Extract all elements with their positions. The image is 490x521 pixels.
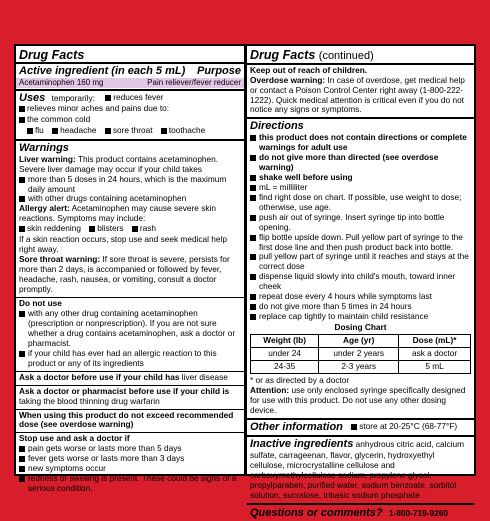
direction-text: push air out of syringe. Insert syringe tip into bottle opening.	[259, 211, 445, 232]
direction-text: repeat dose every 4 hours while symptoms last	[259, 291, 432, 302]
inactive-ingredients-text: anhydrous citric acid, calcium sulfate, carrageenan, flavor, glycerin, hydroxyethyl cellulose, microcrystalline cellulose and carboxymethylcellulose sodium, propylene glycol, propylparaben, purified water, sodium benzoate, sorbitol solution, sucralose, tribasic sodium phosphate	[250, 439, 464, 500]
drug-facts-panel-left	[14, 44, 246, 494]
liver-bullet	[19, 175, 241, 195]
allergy-alert-label: Allergy alert:	[19, 203, 70, 214]
bullet-icon	[19, 311, 25, 317]
bullet-icon	[250, 294, 256, 300]
uses-heading: Uses	[19, 91, 46, 104]
allergy-symptom-label: blisters	[97, 223, 124, 234]
warnings-heading: Warnings	[19, 142, 69, 155]
bullet-icon	[250, 254, 256, 260]
allergy-alert-text: Acetaminophen may cause severe skin reactions. Symptoms may include:	[19, 203, 216, 224]
allergy-symptom	[132, 224, 156, 234]
stop-use-heading: Stop use and ask a doctor if	[19, 433, 130, 444]
dosing-cell-weight: 24-35	[251, 361, 319, 374]
ask-pharmacist-section	[16, 385, 244, 409]
bullet-icon	[250, 304, 256, 310]
dosing-cell-dose: 5 mL	[399, 361, 471, 374]
direction-text: find right dose on chart. If possible, use weight to dose; otherwise, use age.	[259, 191, 462, 212]
dosing-cell-weight: under 24	[251, 348, 319, 361]
other-info-heading: Other information	[250, 420, 343, 433]
bullet-icon	[19, 177, 25, 183]
list-item	[250, 193, 471, 213]
uses-item	[105, 126, 153, 136]
questions-section	[247, 503, 474, 521]
table-row	[251, 348, 471, 361]
direction-text: do not give more than 5 times in 24 hours	[259, 301, 412, 312]
overdose-warning	[250, 76, 471, 116]
other-info-item	[351, 422, 457, 432]
directions-heading: Directions	[250, 120, 304, 133]
direction-text: this product does not contain directions or complete warnings for adult use	[259, 132, 467, 152]
warnings-section	[16, 139, 244, 297]
overdose-text: In case of overdose, get medical help or contact a Poison Control Center right away (1-800-222-1222). Quick medical attention is critical even if you do not notice any signs or symptoms.	[250, 74, 465, 115]
stop-use-section	[16, 432, 244, 496]
bullet-icon	[19, 351, 25, 357]
stop-use-text: pain gets worse or lasts more than 5 days	[28, 443, 182, 454]
bullet-icon	[250, 274, 256, 280]
do-not-use-bullet	[19, 309, 241, 349]
allergy-alert	[19, 204, 241, 224]
active-ingredient-name: Acetaminophen 160 mg	[19, 78, 104, 88]
active-ingredient-heading: Active ingredient (in each 5 mL)	[19, 65, 186, 78]
drug-facts-title: Drug Facts	[19, 48, 85, 62]
attention-note	[250, 386, 471, 416]
list-item	[250, 133, 471, 153]
bullet-icon	[161, 128, 167, 134]
uses-item-label: sore throat	[112, 125, 153, 136]
stop-use-text: fever gets worse or lasts more than 3 days	[28, 453, 185, 464]
direction-text: mL = milliliter	[259, 181, 308, 192]
overdose-label: Overdose warning:	[250, 74, 326, 85]
liver-warning-text: This product contains acetaminophen. Severe liver damage may occur if your child takes	[19, 153, 219, 174]
bullet-icon	[250, 195, 256, 201]
when-using-section: When using this product do not exceed recommended dose (see overdose warning)	[16, 409, 244, 433]
direction-text: shake well before using	[259, 171, 353, 182]
uses-item-label: reduces fever	[113, 91, 164, 102]
uses-item	[105, 93, 163, 103]
uses-item-label: toothache	[168, 125, 206, 136]
drug-facts-panel-right	[246, 44, 476, 519]
bullet-icon	[19, 196, 25, 202]
sore-throat-text: If sore throat is severe, persists for more than 2 days, is accompanied or followed by fever, headache, rash, nausea, or vomiting, consult a doctor promptly.	[19, 254, 230, 295]
uses-item-label: flu	[35, 125, 44, 136]
uses-item	[161, 126, 205, 136]
uses-item-label: the common cold	[27, 114, 91, 125]
directions-section	[247, 117, 474, 417]
do-not-use-text: with any other drug containing acetaminophen (prescription or nonprescription). If you are not sure whether a drug contains acetaminophen, ask a doctor or pharmacist.	[28, 307, 236, 348]
continued-label: (continued)	[318, 50, 374, 62]
dosing-cell-dose: ask a doctor	[399, 348, 471, 361]
direction-text: pull yellow part of syringe until it reaches and stays at the correct dose	[259, 251, 469, 272]
uses-item	[19, 115, 90, 125]
sore-throat-warning	[19, 255, 241, 295]
dosing-header-weight: Weight (lb)	[251, 335, 319, 348]
bullet-icon	[351, 424, 357, 430]
direction-text: replace cap tightly to maintain child resistance	[259, 311, 429, 322]
ask-doctor-heading: Ask a doctor before use if your child has	[19, 371, 180, 382]
list-item	[250, 272, 471, 292]
sore-throat-label: Sore throat warning:	[19, 254, 101, 265]
uses-item-label: headache	[60, 125, 97, 136]
bullet-icon	[250, 235, 256, 241]
dosing-header-age: Age (yr)	[319, 335, 399, 348]
dosing-footnote: * or as directed by a doctor	[250, 374, 350, 385]
stop-use-text: new symptoms occur	[28, 463, 106, 474]
allergy-symptom-label: rash	[139, 223, 157, 234]
active-ingredient-section	[16, 62, 244, 78]
ask-doctor-text: liver disease	[181, 371, 228, 382]
bullet-icon	[19, 476, 25, 482]
allergy-symptom-label: skin reddening	[27, 223, 81, 234]
purpose-heading: Purpose	[196, 65, 241, 78]
allergy-after-text: If a skin reaction occurs, stop use and seek medical help right away.	[19, 234, 227, 255]
bullet-icon	[132, 226, 138, 232]
do-not-use-heading: Do not use	[19, 297, 62, 308]
active-ingredient-purpose: Pain reliever/fever reducer	[147, 78, 241, 88]
other-info-text: store at 20-25°C (68-77°F)	[359, 420, 458, 431]
liver-warning-label: Liver warning:	[19, 153, 76, 164]
uses-section	[16, 89, 244, 139]
other-info-section	[247, 418, 474, 436]
ask-pharmacist-heading: Ask a doctor or pharmacist before use if your child is	[19, 385, 230, 396]
dosing-chart-title: Dosing Chart	[334, 322, 387, 333]
bullet-icon	[250, 135, 256, 141]
uses-item	[52, 126, 96, 136]
list-item	[250, 213, 471, 233]
liver-bullet-text: with other drugs containing acetaminophen	[28, 193, 187, 204]
drug-facts-title: Drug Facts	[250, 48, 316, 62]
questions-heading: Questions or comments?	[250, 506, 383, 519]
list-item	[250, 153, 471, 173]
bullet-icon	[19, 466, 25, 472]
bullet-icon	[19, 117, 25, 123]
do-not-use-bullet	[19, 349, 241, 369]
do-not-use-text: if your child has ever had an allergic reaction to this product or any of its ingredients	[28, 347, 217, 368]
bullet-icon	[89, 226, 95, 232]
attention-text: use only enclosed syringe specifically designed for use with this product. Do not use any other dosing device.	[250, 384, 466, 415]
bullet-icon	[19, 106, 25, 112]
directions-list	[250, 133, 471, 322]
bullet-icon	[250, 185, 256, 191]
active-ingredient-row	[16, 78, 244, 88]
uses-intro: temporarily:	[51, 92, 95, 103]
bullet-icon	[27, 128, 33, 134]
bullet-icon	[250, 155, 256, 161]
bullet-icon	[105, 95, 111, 101]
bullet-icon	[19, 226, 25, 232]
bullet-icon	[19, 446, 25, 452]
direction-text: flip bottle upside down. Pull yellow part of syringe to the first dose line and then push product back into bottle.	[259, 231, 463, 252]
list-item	[250, 252, 471, 272]
allergy-symptom	[89, 224, 123, 234]
stop-use-bullet	[19, 474, 241, 494]
direction-text: do not give more than directed (see overdose warning)	[259, 151, 439, 172]
list-item	[250, 312, 471, 322]
bullet-icon	[19, 456, 25, 462]
bullet-icon	[105, 128, 111, 134]
dosing-cell-age: 2-3 years	[319, 361, 399, 374]
allergy-symptom	[19, 224, 81, 234]
dosing-chart-header-row	[251, 335, 471, 348]
dosing-chart-table	[250, 334, 471, 374]
bullet-icon	[250, 314, 256, 320]
stop-use-text: redness or swelling is present. These could be signs of a serious condition.	[28, 473, 237, 494]
list-item	[250, 233, 471, 253]
uses-item	[19, 104, 169, 114]
ask-pharmacist-text: taking the blood thinning drug warfarin	[19, 395, 160, 406]
keep-out-section	[247, 63, 474, 118]
table-row	[251, 361, 471, 374]
direction-text: dispense liquid slowly into child's mouth, toward inner cheek	[259, 271, 456, 292]
uses-item-label: relieves minor aches and pains due to:	[27, 103, 170, 114]
bullet-icon	[250, 215, 256, 221]
liver-warning	[19, 155, 241, 175]
ask-doctor-section	[16, 371, 244, 385]
uses-item	[27, 126, 44, 136]
liver-bullet-text: more than 5 doses in 24 hours, which is the maximum daily amount	[28, 173, 227, 194]
bullet-icon	[52, 128, 58, 134]
dosing-cell-age: under 2 years	[319, 348, 399, 361]
inactive-ingredients-heading: Inactive ingredients	[250, 438, 354, 451]
do-not-use-section	[16, 297, 244, 371]
dosing-header-dose: Dose (mL)*	[399, 335, 471, 348]
keep-out-text: Keep out of reach of children.	[250, 64, 368, 75]
attention-label: Attention:	[250, 384, 290, 395]
bullet-icon	[250, 175, 256, 181]
inactive-ingredients-section	[247, 435, 474, 502]
drug-facts-continued-title	[247, 46, 474, 63]
questions-phone: 1-800-719-9260	[388, 507, 448, 518]
